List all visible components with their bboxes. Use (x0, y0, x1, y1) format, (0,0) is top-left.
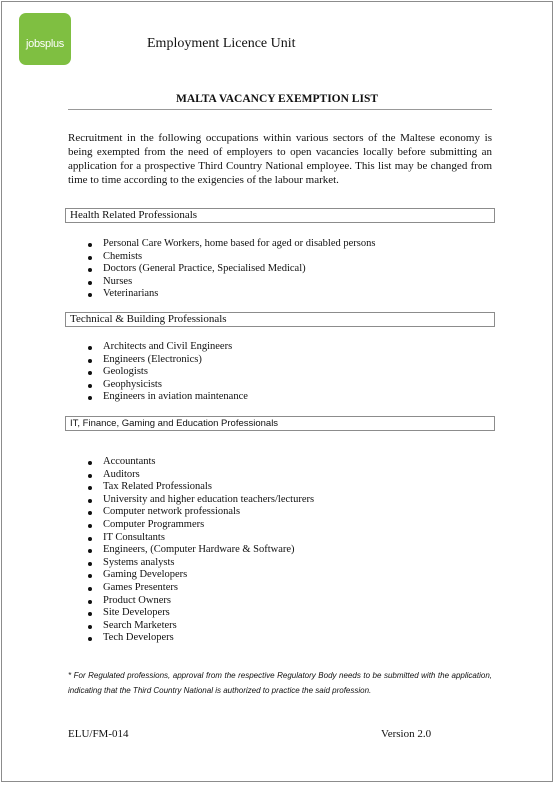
list-item: Gaming Developers (85, 569, 314, 582)
logo-text: jobsplus (26, 38, 64, 50)
list-item: Chemists (85, 251, 375, 264)
list-item: Veterinarians (85, 288, 375, 301)
section-heading-technical: Technical & Building Professionals (65, 312, 495, 327)
list-item: Computer network professionals (85, 506, 314, 519)
section-heading-health: Health Related Professionals (65, 208, 495, 223)
version-label: Version 2.0 (381, 728, 432, 740)
section-heading-it-finance: IT, Finance, Gaming and Education Professionals (65, 416, 495, 431)
list-technical (85, 341, 248, 404)
document-title: MALTA VACANCY EXEMPTION LIST (175, 93, 379, 105)
regulated-professions-footnote: * For Regulated professions, approval from the respective Regulatory Body needs to be submitted with the application, indicating that the Third Country National is authorized to practice the said profession. (68, 671, 492, 695)
list-item: IT Consultants (85, 532, 314, 545)
title-divider (68, 109, 492, 110)
intro-paragraph: Recruitment in the following occupations within various sectors of the Maltese economy is being exempted from the need of employers to open vacancies locally before submitting an application for a prospective Third Country National employee. This list may be changed from time to time according to the exigencies of the labour market. (68, 132, 492, 186)
list-item: Product Owners (85, 595, 314, 608)
list-item: Doctors (General Practice, Specialised Medical) (85, 263, 375, 276)
list-item: Search Marketers (85, 620, 314, 633)
list-it-finance (85, 456, 314, 645)
list-item: Geophysicists (85, 379, 248, 392)
jobsplus-logo (19, 13, 71, 65)
list-item: Engineers, (Computer Hardware & Software) (85, 544, 314, 557)
unit-title: Employment Licence Unit (147, 36, 296, 51)
form-code: ELU/FM-014 (68, 728, 129, 740)
list-item: Systems analysts (85, 557, 314, 570)
document-page (1, 1, 553, 782)
list-item: Engineers (Electronics) (85, 354, 248, 367)
list-item: Computer Programmers (85, 519, 314, 532)
list-item: Architects and Civil Engineers (85, 341, 248, 354)
list-item: Tax Related Professionals (85, 481, 314, 494)
list-health (85, 238, 375, 301)
list-item: Geologists (85, 366, 248, 379)
list-item: Site Developers (85, 607, 314, 620)
list-item: Engineers in aviation maintenance (85, 391, 248, 404)
list-item: Personal Care Workers, home based for aged or disabled persons (85, 238, 375, 251)
list-item: University and higher education teachers/lecturers (85, 494, 314, 507)
list-item: Tech Developers (85, 632, 314, 645)
list-item: Auditors (85, 469, 314, 482)
list-item: Nurses (85, 276, 375, 289)
list-item: Games Presenters (85, 582, 314, 595)
list-item: Accountants (85, 456, 314, 469)
